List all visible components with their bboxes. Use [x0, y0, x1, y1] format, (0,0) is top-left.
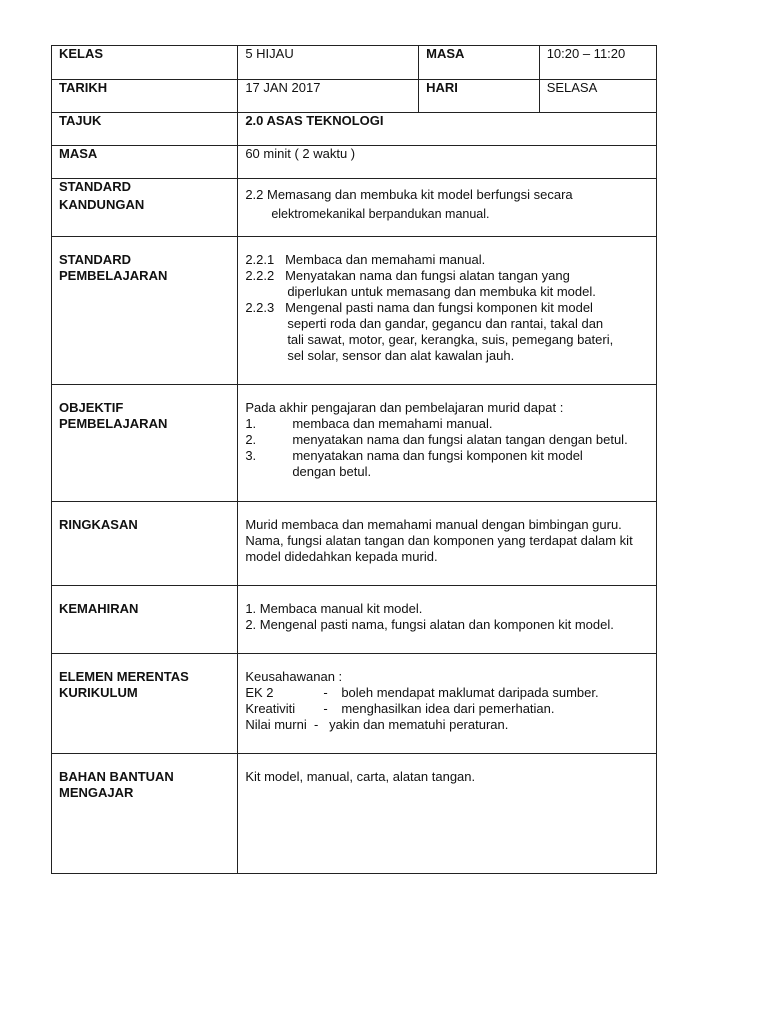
kelas-value: 5 HIJAU [238, 46, 419, 80]
row-elemen [52, 654, 657, 754]
bahan-value: Kit model, manual, carta, alatan tangan. [238, 754, 657, 874]
elemen-row: Nilai murni - yakin dan mematuhi peraturan. [245, 717, 509, 732]
objektif-value: Pada akhir pengajaran dan pembelajaran murid dapat : 1. membaca dan memahami manual. 2. menyatakan nama dan fungsi alatan tangan dengan betul. 3. menyatakan nama dan fungsi komponen kit model dengan betul. [238, 385, 657, 502]
kelas-label: KELAS [52, 46, 238, 80]
row-kemahiran [52, 586, 657, 654]
hari-value: SELASA [539, 80, 656, 113]
bahan-label: BAHAN BANTUAN MENGAJAR [52, 754, 238, 874]
objektif-item: 2. menyatakan nama dan fungsi alatan tangan dengan betul. [245, 432, 628, 447]
objektif-label: OBJEKTIF PEMBELAJARAN [52, 385, 238, 502]
elemen-row: Kreativiti - menghasilkan idea dari pemerhatian. [245, 701, 555, 716]
row-objektif [52, 385, 657, 502]
row-tarikh [52, 80, 657, 113]
tajuk-value: 2.0 ASAS TEKNOLOGI [238, 113, 657, 146]
objektif-item: 3. menyatakan nama dan fungsi komponen kit model [245, 448, 583, 463]
masa-label: MASA [419, 46, 540, 80]
masa2-value: 60 minit ( 2 waktu ) [238, 146, 657, 179]
row-kelas [52, 46, 657, 80]
ringkasan-label: RINGKASAN [52, 502, 238, 586]
standard-pembelajaran-label: STANDARD PEMBELAJARAN [52, 237, 238, 385]
kemahiran-value [238, 586, 657, 654]
objektif-item: 1. membaca dan memahami manual. [245, 416, 493, 431]
row-standard-kandungan [52, 179, 657, 237]
row-bahan [52, 754, 657, 874]
standard-kandungan-label: STANDARD KANDUNGAN [52, 179, 238, 237]
row-ringkasan [52, 502, 657, 586]
hari-label: HARI [419, 80, 540, 113]
elemen-row: EK 2 - boleh mendapat maklumat daripada sumber. [245, 685, 599, 700]
elemen-label: ELEMEN MERENTAS KURIKULUM [52, 654, 238, 754]
row-masa [52, 146, 657, 179]
kemahiran-item: 2. Mengenal pasti nama, fungsi alatan dan komponen kit model. [245, 617, 614, 632]
sp-item: 2.2.3 Mengenal pasti nama dan fungsi komponen kit model [245, 300, 593, 315]
kemahiran-label: KEMAHIRAN [52, 586, 238, 654]
masa-value: 10:20 – 11:20 [539, 46, 656, 80]
elemen-value: Keusahawanan : EK 2 - boleh mendapat maklumat daripada sumber. Kreativiti - menghasilkan idea dari pemerhatian. Nilai murni - yakin dan mematuhi peraturan. [238, 654, 657, 754]
ringkasan-value: Murid membaca dan memahami manual dengan bimbingan guru. Nama, fungsi alatan tangan dan komponen yang terdapat dalam kit model didedahkan kepada murid. [238, 502, 657, 586]
standard-pembelajaran-value: 2.2.1 Membaca dan memahami manual. 2.2.2 Menyatakan nama dan fungsi alatan tangan yang diperlukan untuk memasang dan membuka kit model. 2.2.3 Mengenal pasti nama dan fungsi komponen kit model seperti roda dan gandar, gegancu dan rantai, takal dan tali sawat, motor, gear, kerangka, suis, pemegang bateri, sel solar, sensor dan alat kawalan jauh. [238, 237, 657, 385]
tajuk-label: TAJUK [52, 113, 238, 146]
lesson-plan-table [51, 45, 657, 874]
masa2-label: MASA [52, 146, 238, 179]
row-standard-pembelajaran [52, 237, 657, 385]
tarikh-label: TARIKH [52, 80, 238, 113]
sp-item: 2.2.2 Menyatakan nama dan fungsi alatan tangan yang [245, 268, 570, 283]
sp-item: 2.2.1 Membaca dan memahami manual. [245, 252, 486, 267]
kemahiran-item: 1. Membaca manual kit model. [245, 601, 423, 616]
tarikh-value: 17 JAN 2017 [238, 80, 419, 113]
row-tajuk [52, 113, 657, 146]
standard-kandungan-value: 2.2 Memasang dan membuka kit model berfungsi secara elektromekanikal berpandukan manual. [238, 179, 657, 237]
